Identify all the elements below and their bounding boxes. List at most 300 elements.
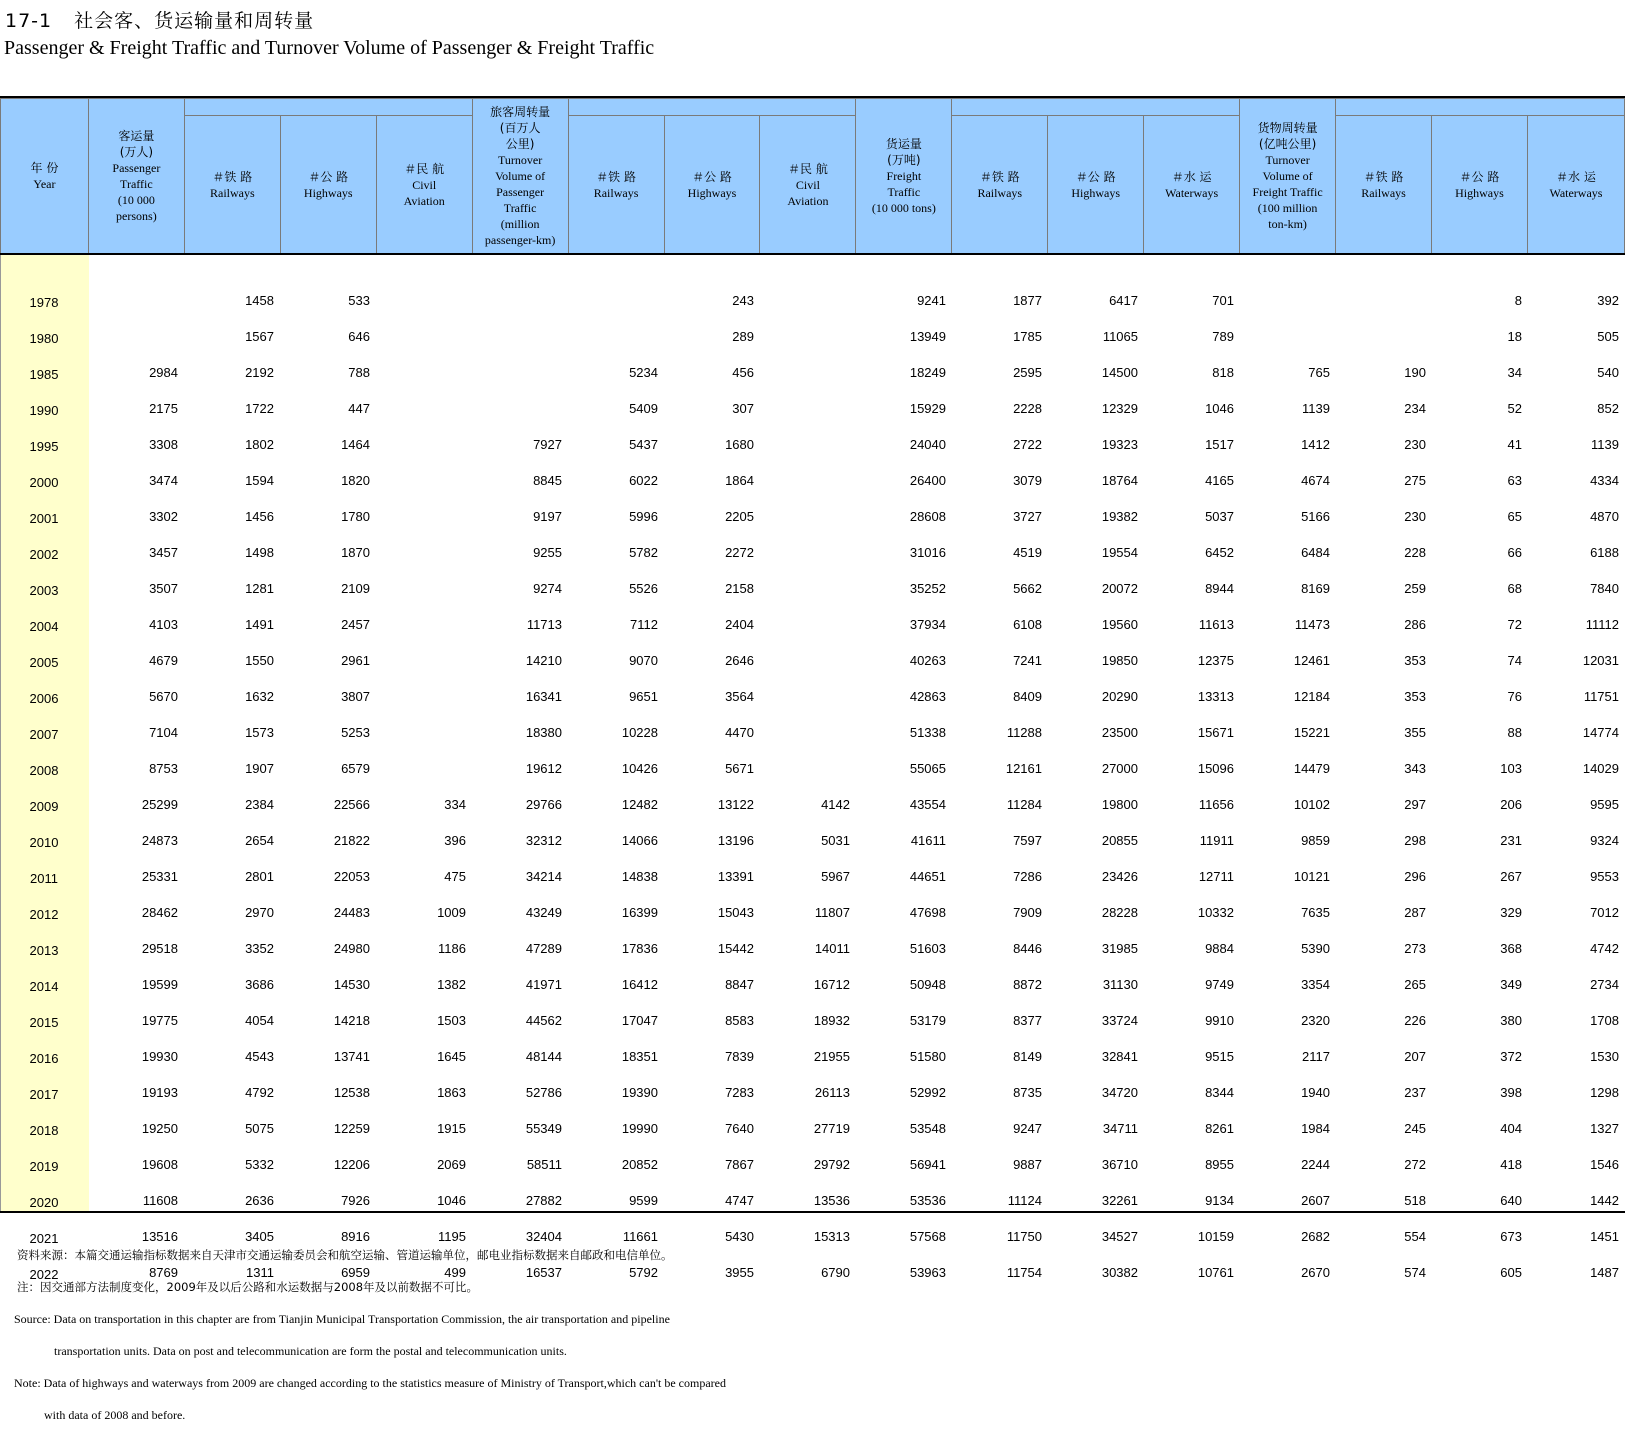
year-cell: 2015 (29, 1014, 59, 1030)
value-cell: 17047 (621, 1012, 658, 1028)
value-cell: 66 (1507, 544, 1522, 560)
year-cell: 2021 (29, 1230, 59, 1246)
value-cell: 8344 (1205, 1084, 1234, 1100)
value-cell (760, 750, 856, 786)
value-cell: 7012 (1590, 904, 1619, 920)
value-cell: 230 (1404, 508, 1426, 524)
value-cell: 12206 (333, 1156, 370, 1172)
value-cell (88, 282, 184, 318)
value-cell: 34 (1507, 364, 1522, 380)
value-cell (1336, 282, 1432, 318)
value-cell: 72 (1507, 616, 1522, 632)
header-freight-railways: ＃铁 路 Railways (952, 116, 1048, 254)
table-row (0, 1110, 1625, 1146)
year-cell: 2007 (29, 726, 59, 742)
value-cell: 8845 (533, 472, 562, 488)
value-cell: 2192 (245, 364, 274, 380)
value-cell: 42863 (909, 688, 946, 704)
value-cell: 673 (1500, 1228, 1522, 1244)
value-cell: 7286 (1013, 868, 1042, 884)
table-row (0, 930, 1625, 966)
header-year: 年 份 Year (1, 99, 89, 254)
value-cell: 298 (1404, 832, 1426, 848)
table-row (0, 282, 1625, 318)
value-cell: 7840 (1590, 580, 1619, 596)
value-cell: 33724 (1101, 1012, 1138, 1028)
value-cell: 11750 (1006, 1228, 1042, 1244)
value-cell: 701 (1212, 292, 1234, 308)
value-cell (472, 282, 568, 318)
value-cell: 2636 (245, 1192, 274, 1208)
value-cell: 14029 (1582, 760, 1619, 776)
value-cell: 68 (1507, 580, 1522, 596)
value-cell: 1680 (725, 436, 754, 452)
value-cell: 32312 (525, 832, 562, 848)
value-cell: 8 (1514, 292, 1522, 308)
source-note-cn: 资料来源：本篇交通运输指标数据来自天津市交通运输委员会和航空运输、管道运输单位，邮电业指标数据来自邮政和电信单位。 (17, 1248, 673, 1262)
value-cell: 297 (1404, 796, 1426, 812)
value-cell: 18 (1507, 328, 1522, 344)
value-cell: 5782 (629, 544, 658, 560)
value-cell (376, 570, 472, 606)
header-freight-turnover: 货物周转量 (亿吨公里) Turnover Volume of Freight Traffic (100 million ton-km) (1240, 99, 1336, 254)
year-cell: 1985 (29, 366, 59, 382)
value-cell: 2607 (1301, 1192, 1330, 1208)
value-cell: 355 (1404, 724, 1426, 740)
value-cell: 3405 (245, 1228, 274, 1244)
value-cell: 8446 (1013, 940, 1042, 956)
value-cell: 396 (444, 832, 466, 848)
value-cell: 287 (1404, 904, 1426, 920)
value-cell: 1186 (438, 940, 466, 956)
value-cell: 53548 (909, 1120, 946, 1136)
value-cell: 1594 (245, 472, 274, 488)
value-cell: 1456 (245, 508, 274, 524)
value-cell: 765 (1308, 364, 1330, 380)
value-cell: 1780 (341, 508, 370, 524)
value-cell: 28608 (909, 508, 946, 524)
value-cell: 12461 (1293, 652, 1330, 668)
value-cell: 286 (1404, 616, 1426, 632)
header-passenger-turnover: 旅客周转量 (百万人 公里) Turnover Volume of Passenger Traffic (million passenger-km) (472, 99, 568, 254)
value-cell: 5409 (629, 400, 658, 416)
value-cell: 16412 (621, 976, 658, 992)
value-cell: 51603 (909, 940, 946, 956)
value-cell: 44651 (909, 868, 946, 884)
value-cell: 16537 (525, 1264, 562, 1280)
value-cell: 9134 (1205, 1192, 1234, 1208)
value-cell: 353 (1404, 688, 1426, 704)
value-cell: 25299 (141, 796, 178, 812)
value-cell: 392 (1597, 292, 1619, 308)
value-cell: 1298 (1590, 1084, 1619, 1100)
value-cell: 1645 (437, 1048, 466, 1064)
value-cell: 11751 (1583, 688, 1619, 704)
value-cell: 1708 (1590, 1012, 1619, 1028)
value-cell: 11807 (814, 904, 850, 920)
value-cell: 15929 (909, 400, 946, 416)
value-cell (376, 498, 472, 534)
year-cell: 2013 (29, 942, 59, 958)
value-cell: 7909 (1013, 904, 1042, 920)
value-cell: 9274 (533, 580, 562, 596)
value-cell: 7597 (1013, 832, 1042, 848)
value-cell (376, 426, 472, 462)
value-cell: 21822 (333, 832, 370, 848)
value-cell: 63 (1507, 472, 1522, 488)
value-cell: 8409 (1013, 688, 1042, 704)
value-cell: 19608 (141, 1156, 178, 1172)
value-cell: 1311 (246, 1264, 274, 1280)
value-cell: 19382 (1101, 508, 1138, 524)
value-cell: 25331 (141, 868, 178, 884)
value-cell: 1940 (1301, 1084, 1330, 1100)
value-cell: 3955 (725, 1264, 754, 1280)
value-cell: 9070 (629, 652, 658, 668)
value-cell: 1915 (437, 1120, 466, 1136)
value-cell: 5332 (245, 1156, 274, 1172)
value-cell: 15671 (1197, 724, 1234, 740)
value-cell: 11473 (1294, 616, 1330, 632)
table-row (0, 390, 1625, 426)
value-cell: 20072 (1101, 580, 1138, 596)
value-cell: 14838 (621, 868, 658, 884)
header-freight-highways: ＃公 路 Highways (1048, 116, 1144, 254)
value-cell: 1009 (437, 904, 466, 920)
value-cell: 18764 (1101, 472, 1138, 488)
value-cell (376, 714, 472, 750)
value-cell: 10332 (1197, 904, 1234, 920)
value-cell: 289 (732, 328, 754, 344)
value-cell: 4519 (1013, 544, 1042, 560)
table-bottom-rule (0, 1211, 1625, 1213)
value-cell: 56941 (909, 1156, 946, 1172)
value-cell: 53536 (909, 1192, 946, 1208)
value-cell: 2984 (149, 364, 178, 380)
value-cell: 226 (1404, 1012, 1426, 1028)
value-cell: 4054 (245, 1012, 274, 1028)
value-cell: 4334 (1590, 472, 1619, 488)
year-cell: 1995 (29, 438, 59, 454)
year-cell: 2008 (29, 762, 59, 778)
value-cell: 6452 (1205, 544, 1234, 560)
value-cell: 349 (1500, 976, 1522, 992)
value-cell: 9884 (1205, 940, 1234, 956)
value-cell: 2670 (1301, 1264, 1330, 1280)
value-cell: 4742 (1590, 940, 1619, 956)
year-cell: 2006 (29, 690, 59, 706)
value-cell: 22053 (333, 868, 370, 884)
value-cell: 103 (1500, 760, 1522, 776)
value-cell (376, 678, 472, 714)
year-cell: 1978 (29, 294, 59, 310)
value-cell: 7640 (725, 1120, 754, 1136)
value-cell: 1382 (437, 976, 466, 992)
value-cell: 372 (1500, 1048, 1522, 1064)
value-cell: 10228 (621, 724, 658, 740)
value-cell: 27719 (813, 1120, 850, 1136)
value-cell: 9247 (1013, 1120, 1042, 1136)
value-cell: 13196 (717, 832, 754, 848)
value-cell: 9887 (1013, 1156, 1042, 1172)
value-cell: 19775 (141, 1012, 178, 1028)
value-cell: 1139 (1591, 436, 1619, 452)
value-cell: 11713 (526, 616, 562, 632)
value-cell: 3686 (245, 976, 274, 992)
value-cell: 228 (1404, 544, 1426, 560)
value-cell: 19599 (141, 976, 178, 992)
value-cell: 6417 (1109, 292, 1138, 308)
value-cell: 18249 (909, 364, 946, 380)
value-cell: 37934 (909, 616, 946, 632)
header-band-freight-turnover (1336, 99, 1625, 116)
value-cell: 12161 (1005, 760, 1042, 776)
value-cell: 8377 (1013, 1012, 1042, 1028)
table-row (0, 354, 1625, 390)
value-cell: 5390 (1301, 940, 1330, 956)
value-cell: 334 (444, 796, 466, 812)
value-cell: 1046 (1205, 400, 1234, 416)
value-cell: 1412 (1301, 436, 1330, 452)
value-cell: 9599 (629, 1192, 658, 1208)
value-cell: 8261 (1205, 1120, 1234, 1136)
value-cell: 43554 (909, 796, 946, 812)
value-cell: 2801 (245, 868, 274, 884)
value-cell: 8872 (1013, 976, 1042, 992)
value-cell: 368 (1500, 940, 1522, 956)
value-cell: 1442 (1590, 1192, 1619, 1208)
table-row (0, 786, 1625, 822)
value-cell: 48144 (525, 1048, 562, 1064)
year-cell: 2003 (29, 582, 59, 598)
value-cell: 518 (1404, 1192, 1426, 1208)
value-cell: 2970 (245, 904, 274, 920)
value-cell: 9255 (533, 544, 562, 560)
value-cell: 343 (1404, 760, 1426, 776)
value-cell: 53963 (909, 1264, 946, 1280)
value-cell: 10102 (1293, 796, 1330, 812)
value-cell: 8955 (1205, 1156, 1234, 1172)
value-cell: 31016 (909, 544, 946, 560)
value-cell: 1503 (437, 1012, 466, 1028)
value-cell: 9651 (629, 688, 658, 704)
value-cell: 6108 (1013, 616, 1042, 632)
value-cell: 1046 (437, 1192, 466, 1208)
source-note-en-line1: Source: Data on transportation in this chapter are from Tianjin Municipal Transportation Commission, the air transportation and pipeline (14, 1312, 670, 1326)
value-cell: 190 (1404, 364, 1426, 380)
table-row (0, 822, 1625, 858)
value-cell: 2734 (1590, 976, 1619, 992)
value-cell: 1281 (245, 580, 274, 596)
header-pturnover-civil-aviation: ＃民 航 Civil Aviation (760, 116, 856, 254)
value-cell: 2384 (245, 796, 274, 812)
value-cell: 7104 (149, 724, 178, 740)
value-cell: 2457 (341, 616, 370, 632)
value-cell: 14774 (1582, 724, 1619, 740)
table-row (0, 966, 1625, 1002)
value-cell: 19560 (1101, 616, 1138, 632)
header-band-freight-traffic (952, 99, 1240, 116)
value-cell: 2205 (725, 508, 754, 524)
value-cell (760, 642, 856, 678)
value-cell: 55065 (909, 760, 946, 776)
value-cell: 605 (1500, 1264, 1522, 1280)
value-cell: 237 (1404, 1084, 1426, 1100)
value-cell: 13391 (717, 868, 754, 884)
value-cell: 206 (1500, 796, 1522, 812)
value-cell: 5166 (1301, 508, 1330, 524)
value-cell: 34720 (1101, 1084, 1138, 1100)
value-cell: 10159 (1197, 1228, 1234, 1244)
value-cell: 12711 (1198, 868, 1234, 884)
value-cell: 2961 (341, 652, 370, 668)
value-cell: 4679 (149, 652, 178, 668)
value-cell: 10761 (1197, 1264, 1234, 1280)
page-title-cn: 社会客、货运输量和周转量 (74, 10, 315, 32)
value-cell: 9515 (1205, 1048, 1234, 1064)
value-cell: 76 (1507, 688, 1522, 704)
value-cell: 65 (1507, 508, 1522, 524)
value-cell: 1907 (245, 760, 274, 776)
value-cell: 7839 (725, 1048, 754, 1064)
value-cell: 14066 (621, 832, 658, 848)
value-cell: 6790 (821, 1264, 850, 1280)
year-cell: 2012 (29, 906, 59, 922)
value-cell (760, 282, 856, 318)
value-cell: 20855 (1101, 832, 1138, 848)
table-row (0, 858, 1625, 894)
value-cell: 5792 (629, 1264, 658, 1280)
value-cell: 5670 (149, 688, 178, 704)
value-cell: 18351 (621, 1048, 658, 1064)
value-cell: 14218 (333, 1012, 370, 1028)
comparability-note-en-line2: with data of 2008 and before. (44, 1408, 186, 1422)
value-cell: 8847 (725, 976, 754, 992)
value-cell: 7867 (725, 1156, 754, 1172)
value-cell: 5031 (821, 832, 850, 848)
value-cell: 5996 (629, 508, 658, 524)
year-cell: 2011 (30, 870, 58, 886)
value-cell: 4165 (1205, 472, 1234, 488)
value-cell: 19800 (1101, 796, 1138, 812)
value-cell: 4792 (245, 1084, 274, 1100)
value-cell: 4543 (245, 1048, 274, 1064)
value-cell (760, 570, 856, 606)
value-cell: 259 (1404, 580, 1426, 596)
value-cell: 5430 (725, 1228, 754, 1244)
value-cell: 8944 (1205, 580, 1234, 596)
table-number: 17-1 (5, 10, 53, 32)
value-cell (760, 426, 856, 462)
value-cell: 19250 (141, 1120, 178, 1136)
value-cell: 2404 (725, 616, 754, 632)
value-cell: 265 (1404, 976, 1426, 992)
year-cell: 2018 (29, 1122, 59, 1138)
header-passenger-civil-aviation: ＃民 航 Civil Aviation (376, 116, 472, 254)
year-cell: 2020 (29, 1194, 59, 1210)
value-cell: 243 (732, 292, 754, 308)
value-cell: 15442 (717, 940, 754, 956)
value-cell: 2117 (1302, 1048, 1330, 1064)
comparability-note-en-line1: Note: Data of highways and waterways from 2009 are changed according to the statistics measure of Ministry of Transport,which can't be compared (14, 1376, 726, 1390)
value-cell: 15313 (813, 1228, 850, 1244)
value-cell: 4747 (725, 1192, 754, 1208)
value-cell: 32261 (1101, 1192, 1138, 1208)
value-cell: 3302 (149, 508, 178, 524)
year-cell: 2019 (29, 1158, 59, 1174)
value-cell: 353 (1404, 652, 1426, 668)
value-cell (376, 282, 472, 318)
value-cell: 31130 (1102, 976, 1138, 992)
value-cell: 2595 (1013, 364, 1042, 380)
value-cell: 6959 (341, 1264, 370, 1280)
value-cell: 234 (1404, 400, 1426, 416)
value-cell: 1517 (1205, 436, 1234, 452)
value-cell: 28462 (141, 904, 178, 920)
table-row (0, 1002, 1625, 1038)
header-pturnover-railways: ＃铁 路 Railways (568, 116, 664, 254)
value-cell: 88 (1507, 724, 1522, 740)
value-cell: 12329 (1101, 400, 1138, 416)
header-fturnover-waterways: ＃水 运 Waterways (1527, 116, 1624, 254)
value-cell: 1487 (1590, 1264, 1619, 1280)
header-fturnover-highways: ＃公 路 Highways (1432, 116, 1528, 254)
value-cell (88, 318, 184, 354)
value-cell: 4142 (821, 796, 850, 812)
value-cell: 8149 (1013, 1048, 1042, 1064)
table-header (0, 98, 1625, 254)
value-cell: 1546 (1590, 1156, 1619, 1172)
value-cell: 329 (1500, 904, 1522, 920)
value-cell: 1491 (245, 616, 274, 632)
value-cell (760, 534, 856, 570)
value-cell: 9197 (533, 508, 562, 524)
value-cell: 14500 (1101, 364, 1138, 380)
value-cell: 15043 (717, 904, 754, 920)
value-cell: 44562 (525, 1012, 562, 1028)
value-cell: 7926 (341, 1192, 370, 1208)
table-row (0, 1146, 1625, 1182)
value-cell: 3079 (1013, 472, 1042, 488)
value-cell: 273 (1404, 940, 1426, 956)
value-cell: 6579 (341, 760, 370, 776)
value-cell (472, 318, 568, 354)
value-cell: 29766 (525, 796, 562, 812)
value-cell: 32404 (525, 1228, 562, 1244)
value-cell: 404 (1500, 1120, 1522, 1136)
value-cell: 1327 (1590, 1120, 1619, 1136)
value-cell: 13313 (1197, 688, 1234, 704)
value-cell: 1984 (1301, 1120, 1330, 1136)
value-cell: 788 (348, 364, 370, 380)
value-cell: 8735 (1013, 1084, 1042, 1100)
value-cell: 30382 (1101, 1264, 1138, 1280)
value-cell: 47698 (909, 904, 946, 920)
value-cell: 11911 (1199, 832, 1234, 848)
value-cell: 1195 (438, 1228, 466, 1244)
value-cell: 47289 (525, 940, 562, 956)
value-cell: 19850 (1101, 652, 1138, 668)
value-cell: 11112 (1585, 616, 1619, 632)
table-row (0, 642, 1625, 678)
value-cell: 13949 (909, 328, 946, 344)
value-cell (472, 354, 568, 390)
value-cell (376, 390, 472, 426)
header-freight-waterways: ＃水 运 Waterways (1144, 116, 1240, 254)
value-cell: 2244 (1301, 1156, 1330, 1172)
year-cell: 2001 (29, 510, 59, 526)
value-cell: 50948 (909, 976, 946, 992)
